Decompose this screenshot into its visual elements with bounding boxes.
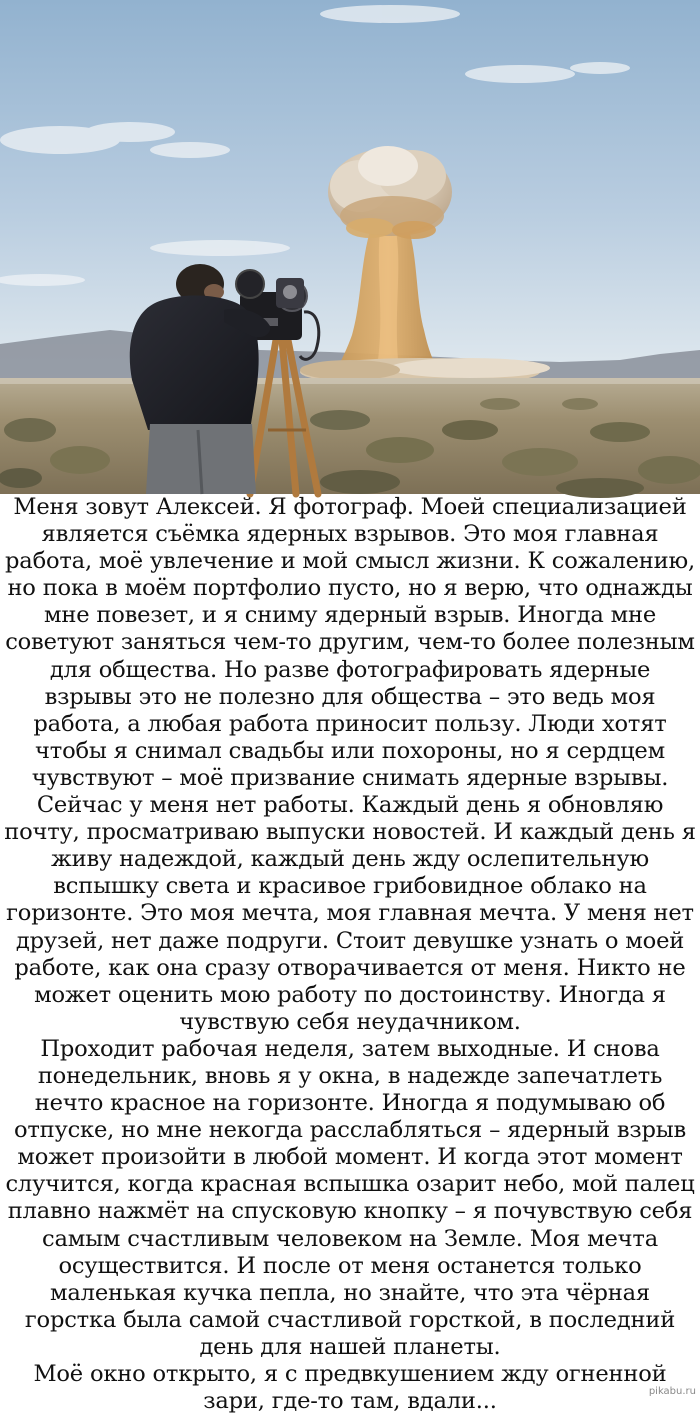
photo — [0, 0, 700, 494]
story-paragraph-2: Проходит рабочая неделя, затем выходные. И снова понедельник, вновь я у окна, в надежде запечатлеть нечто красное на горизонте. Иногда я подумываю об отпуске, но мне некогда расслабляться – ядерный взрыв может произойти в любой момент. И когда этот момент случится, когда красная вспышка озарит небо, мой палец плавно нажмёт на спусковую кнопку – я почувствую себя самым счастливым человеком на Земле. Моя мечта осуществится. И после от меня останется только маленькая кучка пепла, но знайте, что эта чёрная горстка была самой счастливой горсткой, в последний день для нашей планеты. — [5, 1035, 695, 1360]
story-paragraph-1: Меня зовут Алексей. Я фотограф. Моей специализацией является съёмка ядерных взрывов. Это моя главная работа, моё увлечение и мой смысл жизни. К сожалению, но пока в моём портфолио пусто, но я верю, что однажды мне повезет, и я сниму ядерный взрыв. Иногда мне советуют заняться чем-то другим, чем-то более полезным для общества. Но разве фотографировать ядерные взрывы это не полезно для общества – это ведь моя работа, а любая работа приносит пользу. Люди хотят чтобы я снимал свадьбы или похороны, но я сердцем чувствуют – моё призвание снимать ядерные взрывы. Сейчас у меня нет работы. Каждый день я обновляю почту, просматриваю выпуски новостей. И каждый день я живу надеждой, каждый день жду ослепительную вспышку света и красивое грибовидное облако на горизонте. Это моя мечта, моя главная мечта. У меня нет друзей, нет даже подруги. Стоит девушке узнать о моей работе, как она сразу отворачивается от меня. Никто не может оценить мою работу по достоинству. Иногда я чувствую себя неудачником. — [4, 494, 696, 1035]
story-paragraph-3: Моё окно открыто, я с предвкушением жду огненной зари, где-то там, вдали... — [33, 1361, 667, 1415]
nuclear-test-photo — [0, 0, 700, 494]
site-watermark: pikabu.ru — [648, 1386, 696, 1397]
